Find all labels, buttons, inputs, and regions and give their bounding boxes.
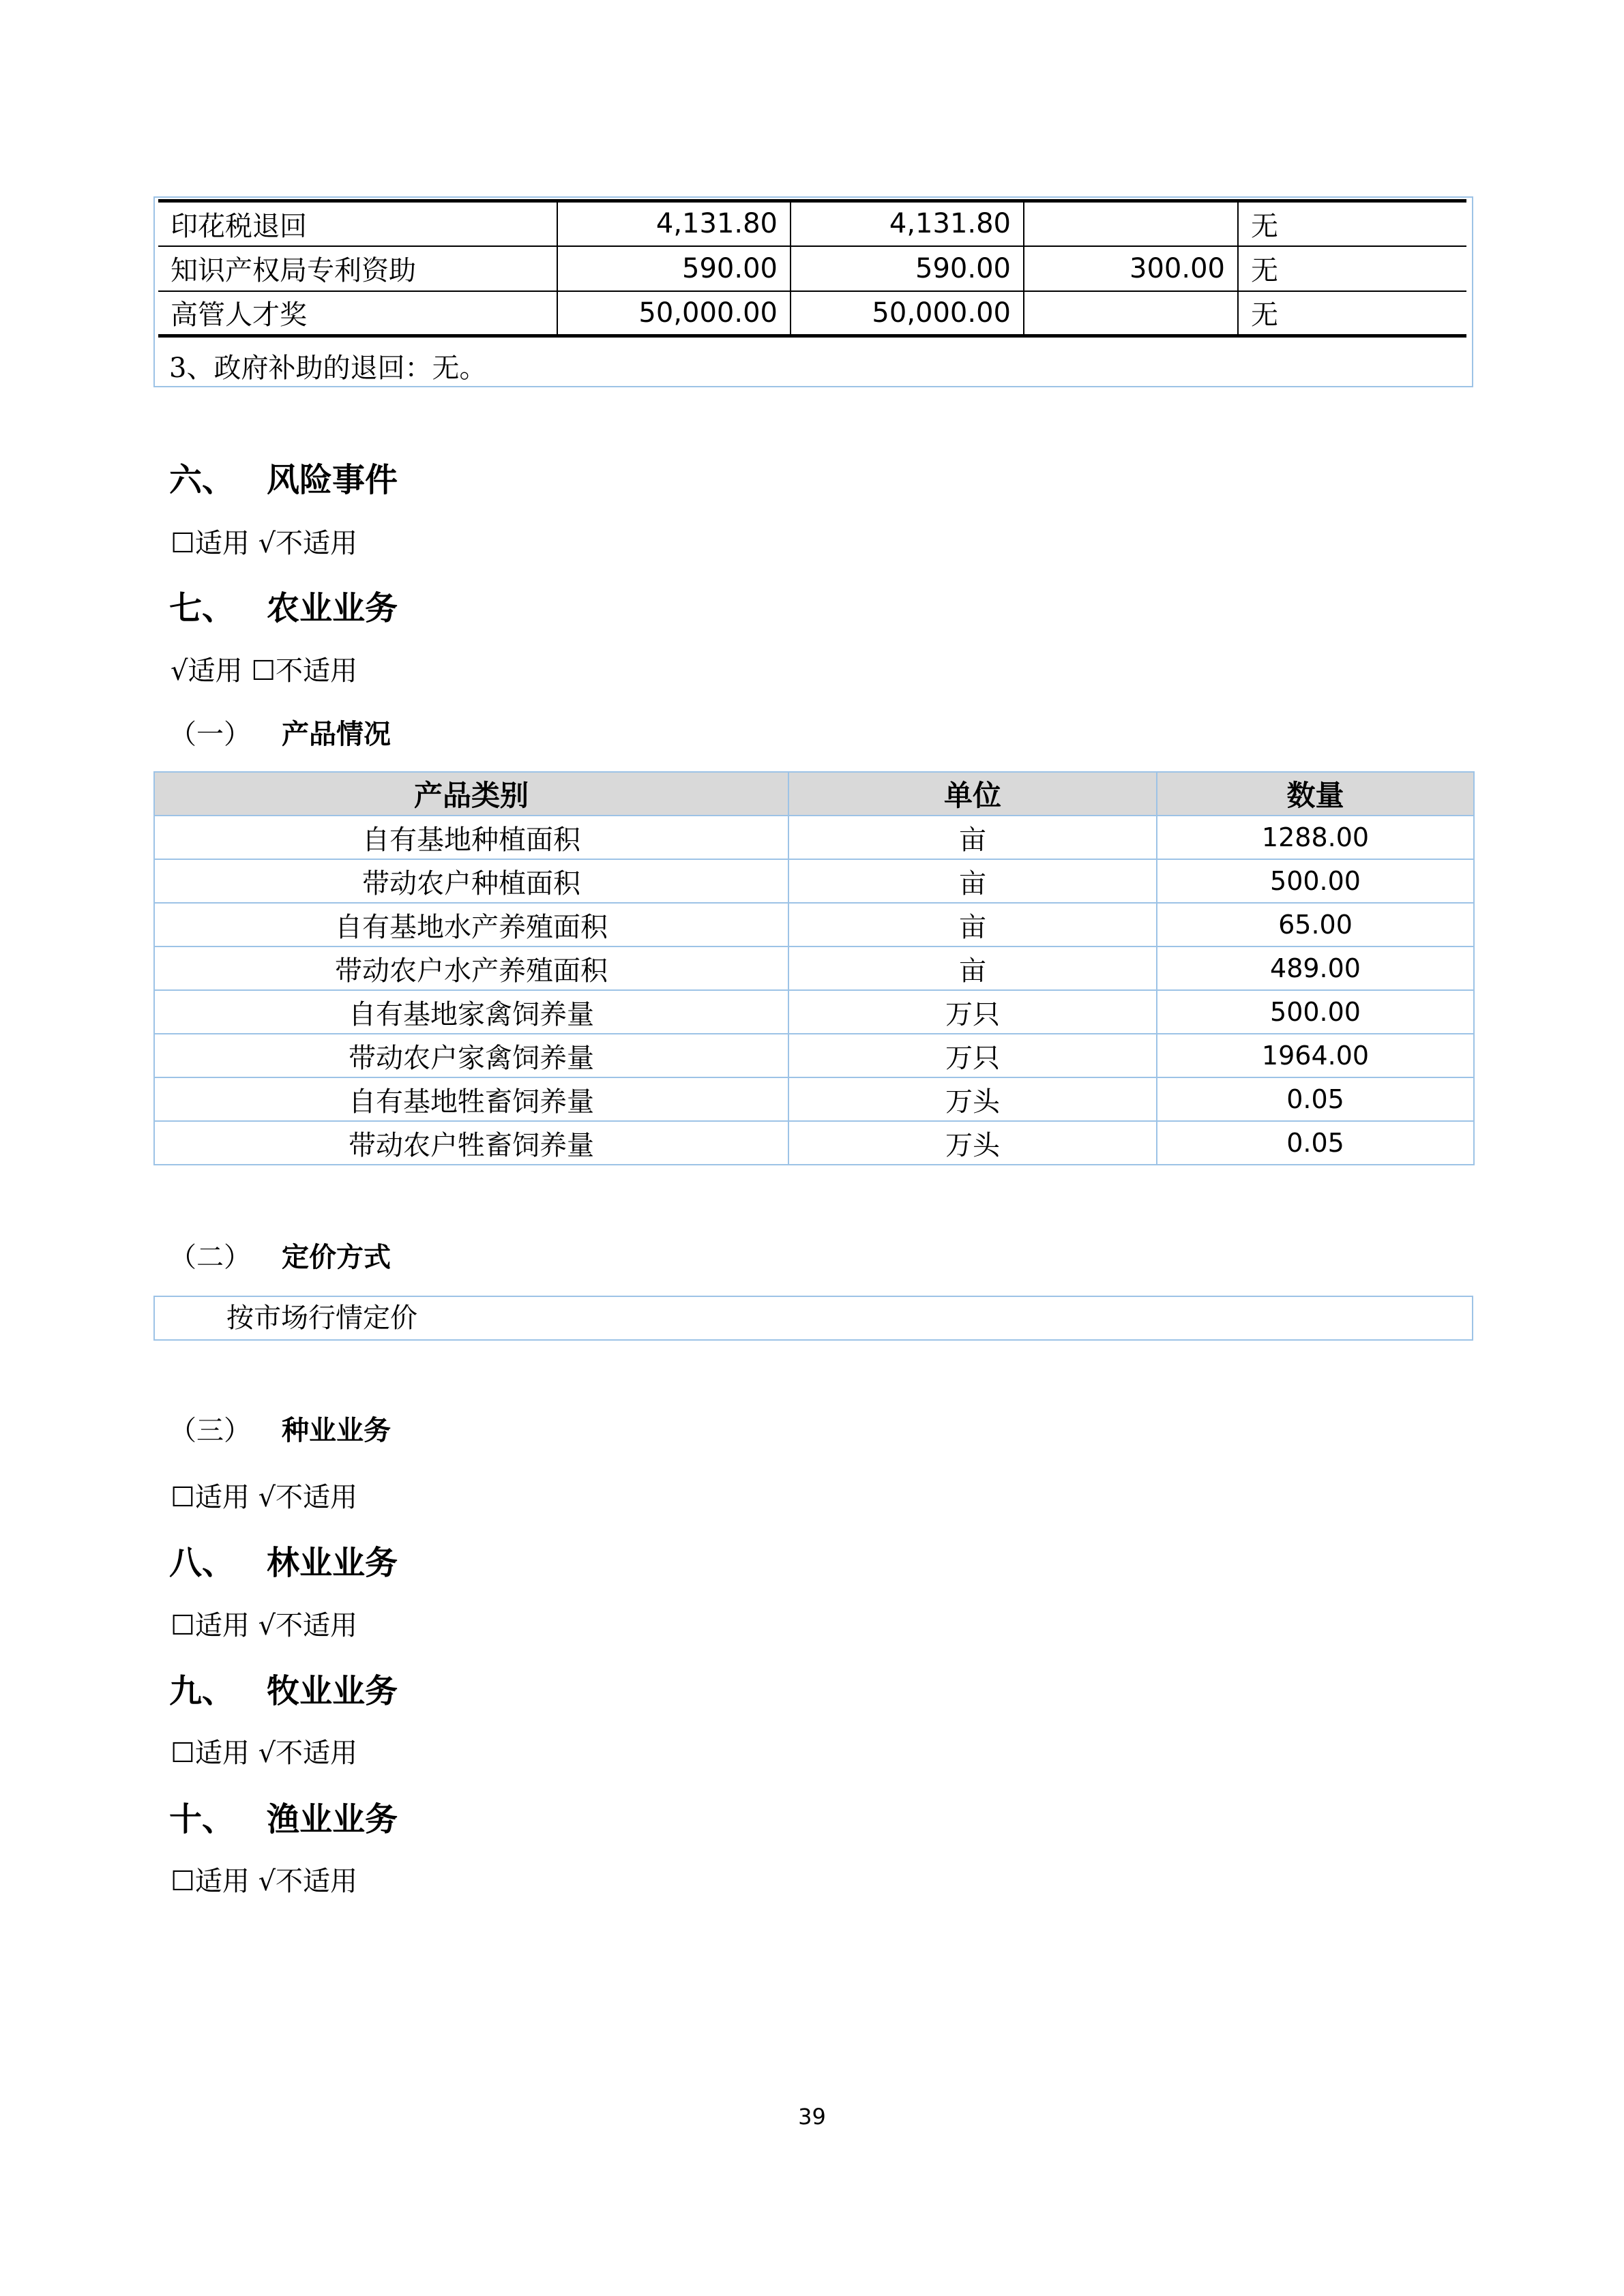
table-row [154,903,1474,946]
product-unit: 亩 [788,903,1157,946]
subsidy-table [158,199,1466,338]
subsidy-value: 50,000.00 [557,291,791,336]
subsidy-value: 4,131.80 [791,201,1024,246]
section-heading [169,582,398,629]
subsection-title: 产品情况 [282,718,391,750]
product-category: 带动农户水产养殖面积 [154,946,788,990]
table-row [154,859,1474,903]
product-quantity: 0.05 [1157,1077,1474,1121]
column-header: 数量 [1157,772,1474,816]
subsidy-value: 300.00 [1024,246,1238,291]
table-header-row [154,772,1474,816]
subsidy-value: 590.00 [791,246,1024,291]
section-title: 风险事件 [267,461,398,499]
section-title: 渔业业务 [267,1800,398,1838]
applicability-options: ☐适用 √不适用 [171,1738,358,1769]
pricing-method-box: 按市场行情定价 [153,1296,1473,1341]
applicability-options: ☐适用 √不适用 [171,1866,358,1897]
section-heading [169,1665,398,1712]
table-row [158,291,1466,336]
section-title: 林业业务 [267,1544,398,1582]
table-row [154,990,1474,1034]
product-category: 自有基地牲畜饲养量 [154,1077,788,1121]
product-unit: 亩 [788,946,1157,990]
applicability-options: ☐适用 √不适用 [171,528,358,559]
product-quantity: 1288.00 [1157,816,1474,859]
section-title: 农业业务 [267,589,398,627]
subsection-number: （一） [169,719,251,750]
subsection-title: 种业业务 [282,1414,391,1446]
applicability-options: ☐适用 √不适用 [171,1610,358,1641]
subsidy-remark: 无 [1238,201,1466,246]
subsidy-note: 3、政府补助的退回：无。 [169,353,487,384]
section-number: 七、 [169,589,235,627]
product-quantity: 489.00 [1157,946,1474,990]
column-header: 单位 [788,772,1157,816]
section-number: 六、 [169,461,235,499]
subsection-heading [169,713,391,751]
subsidy-value [1024,201,1238,246]
subsidy-name: 知识产权局专利资助 [158,246,557,291]
subsidy-remark: 无 [1238,246,1466,291]
subsidy-value [1024,291,1238,336]
section-heading [169,1536,398,1583]
section-title: 牧业业务 [267,1672,398,1710]
column-header: 产品类别 [154,772,788,816]
product-quantity: 0.05 [1157,1121,1474,1165]
subsection-heading [169,1409,391,1448]
subsection-title: 定价方式 [282,1241,391,1273]
product-quantity: 65.00 [1157,903,1474,946]
section-number: 九、 [169,1672,235,1710]
product-unit: 万只 [788,1034,1157,1077]
product-table [153,771,1475,1165]
applicability-options: √适用 ☐不适用 [171,655,358,687]
product-unit: 亩 [788,859,1157,903]
table-row [158,201,1466,246]
subsidy-name: 印花税退回 [158,201,557,246]
product-category: 自有基地家禽饲养量 [154,990,788,1034]
product-category: 自有基地种植面积 [154,816,788,859]
product-unit: 万头 [788,1077,1157,1121]
subsection-number: （二） [169,1242,251,1273]
subsection-number: （三） [169,1415,251,1446]
product-unit: 万只 [788,990,1157,1034]
section-heading [169,453,398,501]
section-heading [169,1793,398,1840]
subsidy-remark: 无 [1238,291,1466,336]
product-category: 带动农户种植面积 [154,859,788,903]
product-quantity: 1964.00 [1157,1034,1474,1077]
section-number: 八、 [169,1544,235,1582]
table-row [154,1121,1474,1165]
subsidy-value: 4,131.80 [557,201,791,246]
page-number: 39 [798,2104,826,2130]
subsidy-name: 高管人才奖 [158,291,557,336]
product-unit: 亩 [788,816,1157,859]
subsection-heading [169,1236,391,1274]
subsidy-value: 590.00 [557,246,791,291]
product-category: 带动农户牲畜饲养量 [154,1121,788,1165]
table-row [154,1077,1474,1121]
subsidy-value: 50,000.00 [791,291,1024,336]
product-unit: 万头 [788,1121,1157,1165]
product-category: 自有基地水产养殖面积 [154,903,788,946]
section-number: 十、 [169,1800,235,1838]
product-quantity: 500.00 [1157,990,1474,1034]
table-row [154,1034,1474,1077]
table-row [158,246,1466,291]
applicability-options: ☐适用 √不适用 [171,1482,358,1513]
table-row [154,816,1474,859]
product-quantity: 500.00 [1157,859,1474,903]
table-row [154,946,1474,990]
product-category: 带动农户家禽饲养量 [154,1034,788,1077]
